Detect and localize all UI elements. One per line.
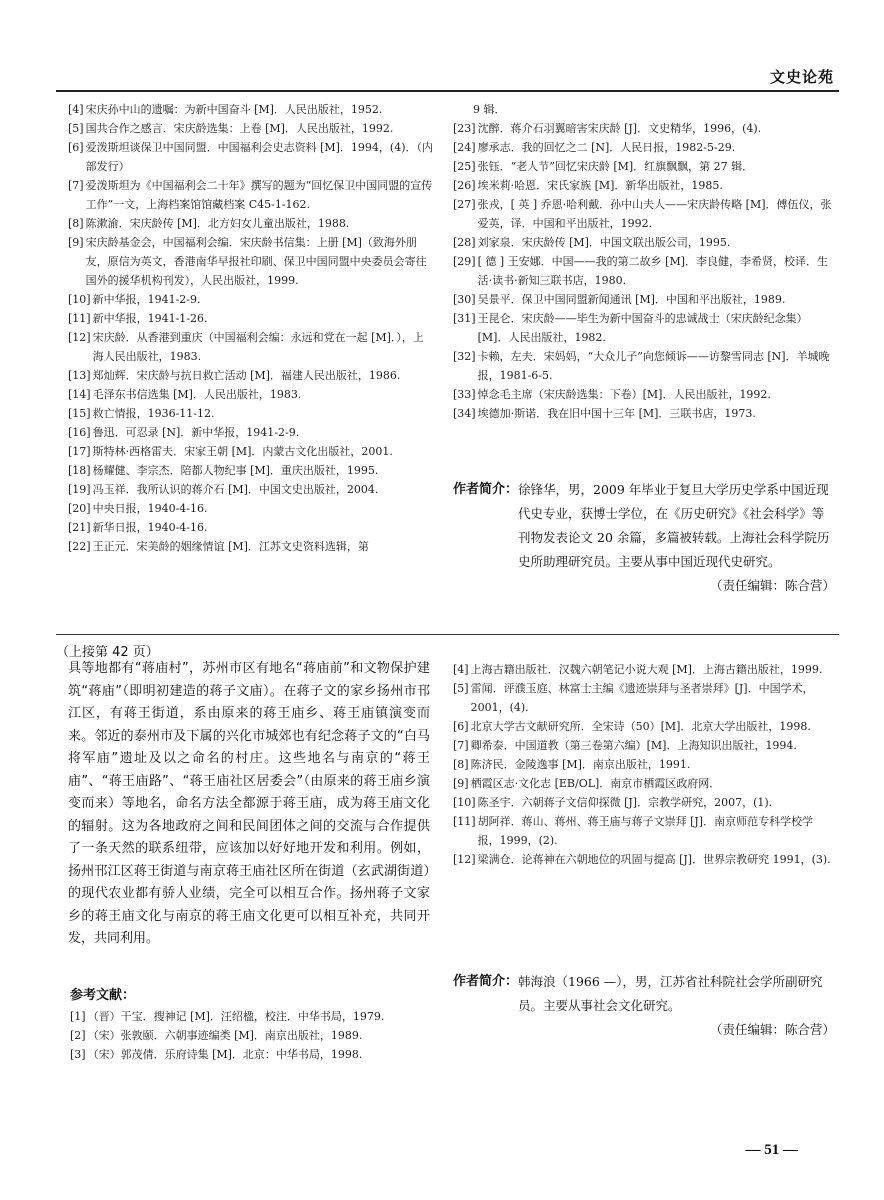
reference-text: 宋庆龄．从香港到重庆（中国福利会编：永远和党在一起 [M]．），上海人民出版社，1983. — [92, 331, 424, 363]
reference-item — [453, 176, 835, 195]
reference-number: [12] — [68, 331, 91, 344]
reference-text: 爱泼斯坦为《中国福利会二十年》撰写的题为“回忆保卫中国同盟的宣传工作”一文，上海档案馆馆藏档案 C45-1-162. — [85, 179, 433, 211]
reference-number: [31] — [453, 312, 476, 325]
reference-text: 新中华报，1941-1-26. — [92, 312, 208, 325]
reference-item — [68, 461, 433, 480]
reference-item — [68, 537, 433, 556]
reference-text: 雷闻．评濮玉庭、林富士主编《遗迹崇拜与圣者崇拜》[J]．中国学术，2001，(4). — [470, 682, 814, 714]
reference-text: （宋）郭茂倩．乐府诗集 [M]．北京：中华书局，1998. — [87, 1048, 363, 1061]
reference-list — [453, 119, 835, 423]
top-references-left — [68, 100, 433, 556]
reference-number: [11] — [68, 312, 91, 325]
reference-number: [10] — [68, 293, 91, 306]
reference-item — [68, 480, 433, 499]
reference-item — [453, 755, 835, 774]
reference-number: [4] — [453, 663, 469, 676]
reference-item — [453, 850, 835, 869]
reference-number: [7] — [68, 179, 84, 192]
reference-item — [68, 138, 433, 176]
reference-number: [27] — [453, 198, 476, 211]
reference-continuation: 9 辑． — [473, 103, 506, 116]
reference-text: 鲁迅．可忍录 [N]．新中华报，1941-2-9. — [92, 426, 300, 439]
reference-number: [1] — [70, 1010, 86, 1023]
page-number: — 51 — — [745, 1142, 798, 1158]
reference-text: 廖承志．我的回忆之二 [N]．人民日报，1982-5-29. — [477, 141, 736, 154]
reference-number: [10] — [453, 796, 476, 809]
reference-number: [29] — [453, 255, 476, 268]
reference-text: 刘家泉．宋庆龄传 [M]．中国文联出版公司，1995. — [477, 236, 731, 249]
author-label: 作者简介： — [453, 482, 519, 497]
reference-item — [68, 442, 433, 461]
section-divider — [56, 634, 839, 635]
reference-item — [453, 774, 835, 793]
reference-item — [453, 404, 835, 423]
reference-number: [26] — [453, 179, 476, 192]
reference-text: 王正元．宋美龄的姻缘情谊 [M]．江苏文史资料选辑，第 — [92, 540, 369, 553]
reference-number: [9] — [68, 236, 84, 249]
reference-number: [6] — [453, 720, 469, 733]
reference-number: [7] — [453, 739, 469, 752]
reference-number: [30] — [453, 293, 476, 306]
reference-text: 中央日报，1940-4-16. — [92, 502, 208, 515]
reference-number: [21] — [68, 521, 91, 534]
reference-text: 新中华报，1941-2-9. — [92, 293, 201, 306]
author-label: 作者简介： — [453, 974, 519, 989]
reference-number: [23] — [453, 122, 476, 135]
reference-item — [68, 328, 433, 366]
reference-item — [68, 499, 433, 518]
reference-item — [453, 660, 835, 679]
reference-number: [8] — [453, 758, 469, 771]
reference-number: [25] — [453, 160, 476, 173]
author-bio-text: 徐锋华，男，2009 年毕业于复旦大学历史学系中国近现代史专业，获博士学位，在《历史研究》《社会科学》等刊物发表论文 20 余篇，多篇被转载。上海社会科学院历史所助理研究员。主要从事中国近现代史研究。 — [518, 482, 830, 569]
reference-text: 救亡情报，1936-11-12. — [92, 407, 215, 420]
reference-number: [17] — [68, 445, 91, 458]
reference-text: 陈圣宇．六朝蒋子文信仰探微 [J]．宗教学研究，2007，(1). — [477, 796, 773, 809]
reference-number: [11] — [453, 815, 476, 828]
reference-item — [453, 138, 835, 157]
reference-number: [24] — [453, 141, 476, 154]
reference-item — [68, 423, 433, 442]
reference-number: [12] — [453, 853, 476, 866]
reference-text: [ 德 ] 王安娜．中国——我的第二故乡 [M]．李良健，李希贤，校译．生活·读书·新知三联书店，1980. — [477, 255, 829, 287]
reference-number: [13] — [68, 369, 91, 382]
reference-text: 吴景平．保卫中国同盟新闻通讯 [M]．中国和平出版社，1989. — [477, 293, 786, 306]
reference-number: [8] — [68, 217, 84, 230]
reference-text: 宋庆孙中山的遗嘱：为新中国奋斗 [M]．人民出版社，1952. — [85, 103, 383, 116]
reference-item — [68, 518, 433, 537]
reference-item — [453, 290, 835, 309]
reference-item — [68, 385, 433, 404]
reference-item — [453, 309, 835, 347]
reference-number: [22] — [68, 540, 91, 553]
reference-text: 栖霞区志·文化志 [EB/OL]．南京市栖霞区政府网． — [470, 777, 721, 790]
reference-item — [453, 157, 835, 176]
reference-item — [453, 252, 835, 290]
reference-number: [34] — [453, 407, 476, 420]
bottom-references-right — [453, 660, 835, 869]
reference-number: [28] — [453, 236, 476, 249]
reference-text: 悼念毛主席（宋庆龄选集：下卷）[M]．人民出版社，1992. — [477, 388, 771, 401]
top-author-bio — [453, 478, 835, 598]
reference-text: 郑灿辉．宋庆龄与抗日救亡活动 [M]．福建人民出版社，1986. — [92, 369, 401, 382]
reference-item — [453, 233, 835, 252]
editor-credit: （责任编辑：陈合营） — [709, 1022, 835, 1037]
reference-text: 北京大学古文献研究所．全宋诗（50）[M]．北京大学出版社，1998. — [470, 720, 811, 733]
reference-item — [68, 100, 433, 119]
reference-item — [453, 736, 835, 755]
top-references-right — [453, 100, 835, 423]
bottom-author-bio — [453, 970, 835, 1042]
reference-text: 爱泼斯坦谈保卫中国同盟．中国福利会史志资料 [M]．1994，(4)．（内部发行） — [85, 141, 434, 173]
reference-item — [453, 195, 835, 233]
reference-number: [20] — [68, 502, 91, 515]
header-divider — [56, 90, 839, 92]
author-bio-text: 韩海浪（1966 —），男，江苏省社科院社会学所副研究员。主要从事社会文化研究。 — [518, 974, 823, 1013]
reference-number: [3] — [70, 1048, 86, 1061]
reference-text: 陈漱渝．宋庆龄传 [M]．北方妇女儿童出版社，1988. — [85, 217, 350, 230]
reference-item — [453, 385, 835, 404]
reference-item — [70, 1007, 432, 1026]
reference-number: [33] — [453, 388, 476, 401]
reference-item — [68, 214, 433, 233]
reference-item — [70, 1045, 432, 1064]
reference-item — [453, 812, 835, 850]
reference-number: [19] — [68, 483, 91, 496]
reference-item — [68, 404, 433, 423]
reference-number: [18] — [68, 464, 91, 477]
reference-number: [32] — [453, 350, 476, 363]
reference-text: 冯玉祥．我所认识的蒋介石 [M]．中国文史出版社，2004. — [92, 483, 379, 496]
reference-number: [2] — [70, 1029, 86, 1042]
reference-number: [4] — [68, 103, 84, 116]
reference-item — [68, 119, 433, 138]
article-body-text: 具等地都有“蒋庙村”，苏州市区有地名“蒋庙前”和文物保护建筑“蒋庙”（即明初建造的蒋子文庙）。在蒋子文的家乡扬州市邗江区，有蒋王街道，系由原来的蒋王庙乡、蒋王庙镇演变而来。邻近的泰州市及下属的兴化市城郊也有纪念蒋子文的“白马将军庙”遗址及以之命名的村庄。这些地名与南京的“蒋王庙”、“蒋王庙路”、“蒋王庙社区居委会”（由原来的蒋王庙乡演变而来）等地名，命名方法全都源于蒋王庙，成为蒋王庙文化的辐射。这为各地政府之间和民间团体之间的交流与合作提供了一条天然的联系纽带，应该加以好好地开发和利用。例如，扬州邗江区蒋王街道与南京蒋王庙社区所在街道（玄武湖街道）的现代农业都有骄人业绩，完全可以相互合作。扬州蒋子文家乡的蒋王庙文化与南京的蒋王庙文化更可以相互补充，共同开发，共同利用。 — [68, 661, 430, 946]
reference-text: 毛泽东书信选集 [M]．人民出版社，1983. — [92, 388, 302, 401]
reference-item — [453, 347, 835, 385]
reference-item — [68, 176, 433, 214]
reference-text: 沈醉．蒋介石羽翼暗害宋庆龄 [J]．文史精华，1996，(4). — [477, 122, 762, 135]
reference-number: [14] — [68, 388, 91, 401]
reference-text: 卡赖，左夫．宋妈妈，“大众儿子”向您倾诉——访黎雪同志 [N]．羊城晚报，1981-6-5. — [477, 350, 830, 382]
reference-number: [15] — [68, 407, 91, 420]
reference-number: [5] — [68, 122, 84, 135]
reference-text: 杨耀健、李宗杰．陪都人物纪事 [M]．重庆出版社，1995. — [92, 464, 379, 477]
reference-text: 斯特林·西格雷夫．宋家王朝 [M]．内蒙古文化出版社，2001. — [92, 445, 393, 458]
continued-from-label: （上接第 42 页） — [56, 641, 192, 660]
reference-text: 张戎，[ 英 ] 乔恩·哈利戴．孙中山夫人——宋庆龄传略 [M]．傅伍仪，张爱英，译．中国和平出版社，1992. — [477, 198, 832, 230]
reference-number: [5] — [453, 682, 469, 695]
reference-text: 埃德加·斯诺．我在旧中国十三年 [M]．三联书店，1973. — [477, 407, 756, 420]
journal-section-title: 文史论苑 — [769, 68, 834, 86]
reference-item — [70, 1026, 432, 1045]
reference-item — [453, 679, 835, 717]
reference-text: 张钰．“老人节”回忆宋庆龄 [M]．红旗飘飘，第 27 辑． — [477, 160, 754, 173]
reference-text: 上海古籍出版社．汉魏六朝笔记小说大观 [M]．上海古籍出版社，1999. — [470, 663, 823, 676]
reference-number: [6] — [68, 141, 84, 154]
reference-item — [68, 290, 433, 309]
reference-text: 王昆仑．宋庆龄——毕生为新中国奋斗的忠诚战士（宋庆龄纪念集）[M]．人民出版社，1982. — [477, 312, 808, 344]
reference-number: [16] — [68, 426, 91, 439]
reference-item — [68, 309, 433, 328]
reference-item — [453, 793, 835, 812]
reference-item — [453, 119, 835, 138]
reference-text: 宋庆龄基金会，中国福利会编．宋庆龄书信集：上册 [M]（致海外朋友，原信为英文，香港南华早报社印刷、保卫中国同盟中央委员会寄往国外的援华机构刊发），人民出版社，1999. — [85, 236, 427, 287]
reference-text: 新华日报，1940-4-16. — [92, 521, 208, 534]
reference-text: 胡阿祥．蒋山、蒋州、蒋王庙与蒋子文崇拜 [J]．南京师范专科学校学报，1999，(2). — [477, 815, 814, 847]
bottom-references-left — [70, 1007, 432, 1064]
reference-text: 梁满仓．论蒋神在六朝地位的巩固与提高 [J]．世界宗教研究 1991，(3). — [477, 853, 831, 866]
reference-item — [68, 366, 433, 385]
reference-item — [453, 717, 835, 736]
reference-text: 陈济民．金陵逸事 [M]．南京出版社，1991. — [470, 758, 691, 771]
reference-text: 卿希泰．中国道教（第三卷第六编）[M]．上海知识出版社，1994. — [470, 739, 797, 752]
reference-text: （晋）干宝．搜神记 [M]．汪绍楹，校注．中华书局，1979. — [87, 1010, 385, 1023]
editor-credit: （责任编辑：陈合营） — [709, 578, 835, 593]
references-heading: 参考文献： — [70, 988, 136, 1003]
reference-text: （宋）张敦颐．六朝事迹编类 [M]．南京出版社，1989. — [87, 1029, 363, 1042]
reference-number: [9] — [453, 777, 469, 790]
reference-text: 埃米莉·哈恩．宋氏家族 [M]．新华出版社，1985. — [477, 179, 723, 192]
reference-text: 国共合作之感言．宋庆龄选集：上卷 [M]．人民出版社，1992. — [85, 122, 394, 135]
reference-item — [68, 233, 433, 290]
